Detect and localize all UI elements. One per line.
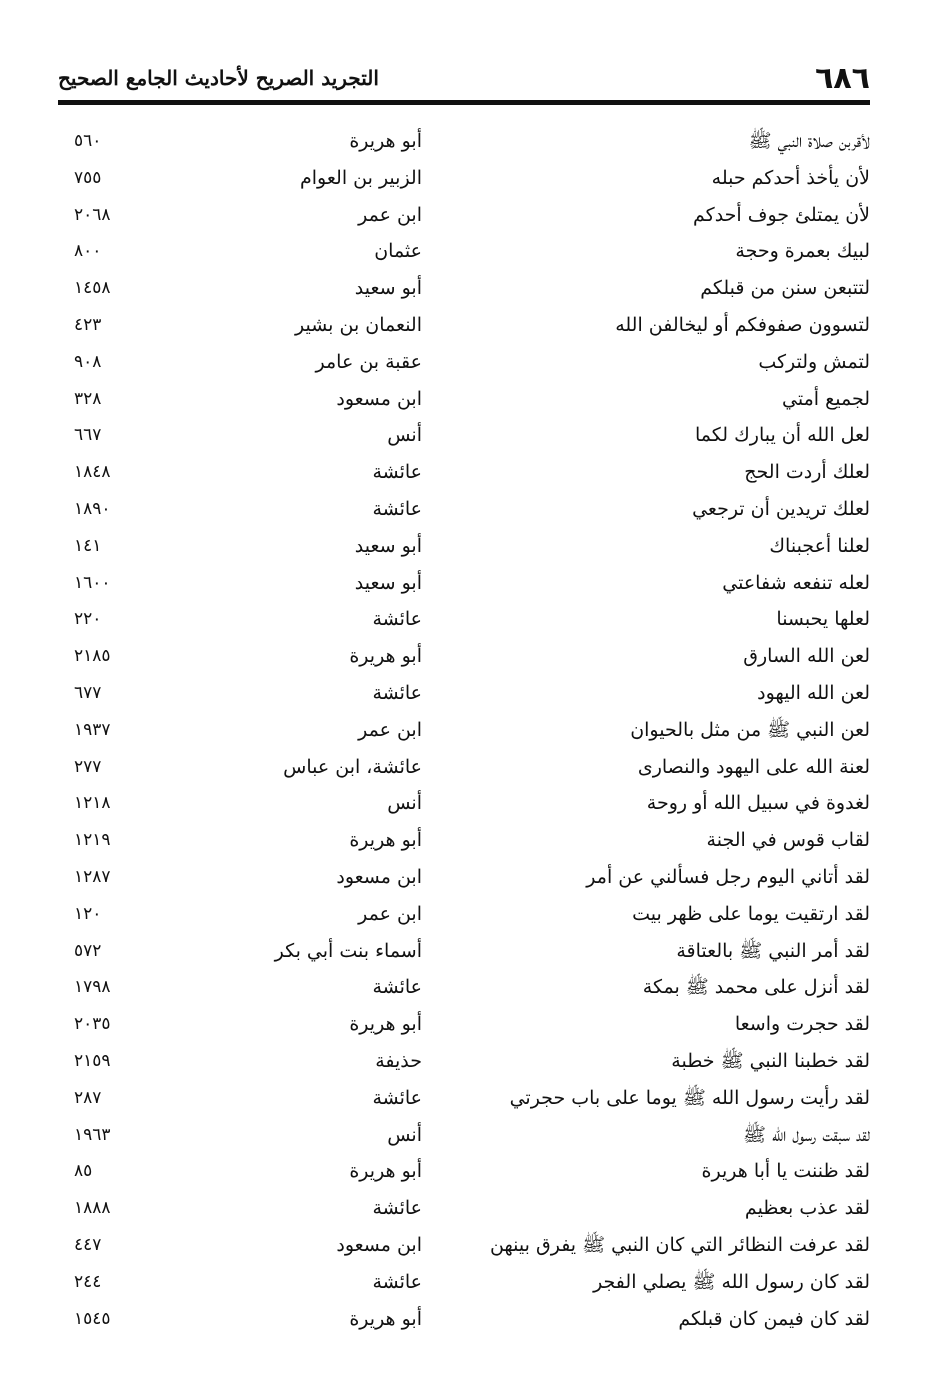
hadith-text: لأن يمتلئ جوف أحدكم	[693, 203, 870, 226]
hadith-text: لقد ظننت يا أبا هريرة	[701, 1160, 870, 1183]
hadith-text: لقد أتاني اليوم رجل فسألني عن أمر	[586, 865, 870, 888]
hadith-number: ٤٢٣	[74, 314, 102, 335]
narrator-name: عائشة	[372, 1086, 422, 1109]
hadith-number: ٢٢٠	[74, 609, 102, 630]
narrator-name: عقبة بن عامر	[315, 350, 422, 373]
hadith-number: ٢١٨٥	[74, 646, 111, 667]
narrator-name: ابن عمر	[358, 718, 422, 741]
hadith-number: ١٨٩٠	[74, 498, 111, 519]
table-row	[58, 271, 870, 308]
hadith-text: لتمش ولتركب	[758, 350, 870, 373]
hadith-number: ١٨٨٨	[74, 1198, 111, 1219]
narrator-name: ابن مسعود	[336, 865, 422, 888]
hadith-text: لعلنا أعجبناك	[769, 534, 870, 557]
hadith-number: ٢١٥٩	[74, 1050, 111, 1071]
hadith-text: لأقربن صلاة النبي ﷺ	[748, 130, 870, 152]
hadith-text: لعن النبي ﷺ من مثل بالحيوان	[630, 718, 870, 741]
table-row	[58, 382, 870, 419]
table-row	[58, 161, 870, 198]
hadith-text: لعلها يحبسنا	[776, 608, 870, 631]
table-row	[58, 602, 870, 639]
table-row	[58, 860, 870, 897]
table-row	[58, 418, 870, 455]
hadith-number: ٢٧٧	[74, 756, 102, 777]
table-row	[58, 1007, 870, 1044]
hadith-text: لعن الله السارق	[743, 645, 870, 668]
table-row	[58, 639, 870, 676]
hadith-text: لبيك بعمرة وحجة	[735, 240, 870, 263]
narrator-name: عائشة	[372, 608, 422, 631]
narrator-name: أبو هريرة	[349, 829, 422, 852]
narrator-name: أبو هريرة	[349, 645, 422, 668]
hadith-index-table	[58, 124, 870, 1338]
hadith-number: ٢٨٧	[74, 1087, 102, 1108]
hadith-number: ٢٠٣٥	[74, 1014, 111, 1035]
table-row	[58, 1154, 870, 1191]
hadith-text: لعلك أردت الحج	[744, 461, 870, 484]
hadith-number: ١٧٩٨	[74, 977, 111, 998]
hadith-number: ١٨٤٨	[74, 462, 111, 483]
hadith-number: ١٩٣٧	[74, 719, 111, 740]
hadith-number: ٥٦٠	[74, 131, 102, 151]
hadith-text: لجميع أمتي	[782, 387, 870, 410]
hadith-number: ١٤٥٨	[74, 278, 111, 299]
narrator-name: أبو هريرة	[349, 1307, 422, 1330]
table-row	[58, 1265, 870, 1302]
narrator-name: ابن مسعود	[336, 387, 422, 410]
table-row	[58, 786, 870, 823]
hadith-number: ١٥٤٥	[74, 1308, 111, 1329]
narrator-name: ابن مسعود	[336, 1233, 422, 1256]
table-row	[58, 198, 870, 235]
table-row	[58, 1191, 870, 1228]
hadith-text: لقاب قوس في الجنة	[706, 829, 870, 852]
book-title: التجريد الصريح لأحاديث الجامع الصحيح	[58, 66, 379, 90]
hadith-text: لعل الله أن يبارك لكما	[695, 424, 870, 447]
hadith-number: ١٤١	[74, 535, 102, 556]
narrator-name: أبو هريرة	[349, 130, 422, 152]
table-row	[58, 124, 870, 161]
hadith-text: لعلك تريدين أن ترجعي	[692, 497, 870, 520]
hadith-text: لقد ارتقيت يوما على ظهر بيت	[632, 902, 870, 925]
table-row	[58, 455, 870, 492]
hadith-number: ٩٠٨	[74, 351, 102, 372]
narrator-name: أنس	[387, 424, 422, 447]
narrator-name: عائشة	[372, 681, 422, 704]
table-row	[58, 1302, 870, 1339]
table-row	[58, 676, 870, 713]
table-row	[58, 897, 870, 934]
hadith-number: ١٢٠	[74, 903, 102, 924]
narrator-name: عائشة	[372, 1270, 422, 1293]
narrator-name: أبو سعيد	[354, 571, 422, 594]
table-row	[58, 1044, 870, 1081]
hadith-text: لعن الله اليهود	[757, 681, 870, 704]
narrator-name: أنس	[387, 792, 422, 815]
hadith-number: ٦٦٧	[74, 425, 102, 446]
header-rule	[58, 100, 870, 105]
page-header	[58, 58, 870, 98]
narrator-name: عائشة	[372, 497, 422, 520]
table-row	[58, 308, 870, 345]
hadith-text: لقد كان رسول الله ﷺ يصلي الفجر	[593, 1270, 870, 1293]
narrator-name: ابن عمر	[358, 203, 422, 226]
narrator-name: أبو سعيد	[354, 277, 422, 300]
hadith-number: ٢٠٦٨	[74, 204, 111, 225]
narrator-name: أبو سعيد	[354, 534, 422, 557]
hadith-number: ١٢١٩	[74, 830, 111, 851]
hadith-text: لقد رأيت رسول الله ﷺ يوما على باب حجرتي	[509, 1086, 870, 1109]
table-row	[58, 934, 870, 971]
table-row	[58, 750, 870, 787]
hadith-text: لقد عذب بعظيم	[744, 1197, 870, 1220]
hadith-text: لتسوون صفوفكم أو ليخالفن الله	[615, 313, 870, 336]
hadith-text: لقد سبقت رسول الله ﷺ	[743, 1123, 870, 1146]
table-row	[58, 345, 870, 382]
hadith-text: لعنة الله على اليهود والنصارى	[637, 755, 870, 778]
hadith-number: ٧٥٥	[74, 167, 102, 188]
hadith-number: ٢٤٤	[74, 1271, 102, 1292]
narrator-name: أبو هريرة	[349, 1160, 422, 1183]
narrator-name: أنس	[387, 1123, 422, 1146]
narrator-name: عائشة	[372, 461, 422, 484]
hadith-text: لقد خطبنا النبي ﷺ خطبة	[671, 1049, 870, 1072]
hadith-text: لقد حجرت واسعا	[734, 1013, 870, 1036]
narrator-name: عائشة، ابن عباس	[283, 755, 422, 778]
hadith-number: ١٦٠٠	[74, 572, 111, 593]
table-row	[58, 492, 870, 529]
hadith-text: لأن يأخذ أحدكم حبله	[711, 166, 870, 189]
hadith-number: ٦٧٧	[74, 682, 102, 703]
narrator-name: عائشة	[372, 976, 422, 999]
table-row	[58, 1118, 870, 1155]
narrator-name: النعمان بن بشير	[295, 313, 422, 336]
table-row	[58, 713, 870, 750]
hadith-text: لتتبعن سنن من قبلكم	[700, 277, 870, 300]
hadith-number: ١٢١٨	[74, 793, 111, 814]
table-row	[58, 823, 870, 860]
narrator-name: أسماء بنت أبي بكر	[274, 939, 422, 962]
table-row	[58, 970, 870, 1007]
hadith-number: ٣٢٨	[74, 388, 102, 409]
hadith-text: لقد كان فيمن كان قبلكم	[678, 1307, 870, 1330]
hadith-text: لقد عرفت النظائر التي كان النبي ﷺ يفرق بينهن	[489, 1233, 870, 1256]
hadith-number: ٥٧٢	[74, 940, 102, 961]
hadith-number: ٤٤٧	[74, 1234, 102, 1255]
narrator-name: ابن عمر	[358, 902, 422, 925]
table-row	[58, 1228, 870, 1265]
hadith-text: لقد أنزل على محمد ﷺ بمكة	[642, 976, 870, 999]
table-row	[58, 234, 870, 271]
hadith-text: لعله تنفعه شفاعتي	[722, 571, 870, 594]
hadith-number: ١٢٨٧	[74, 866, 111, 887]
table-row	[58, 529, 870, 566]
hadith-number: ١٩٦٣	[74, 1124, 111, 1145]
table-row	[58, 1081, 870, 1118]
table-row	[58, 566, 870, 603]
hadith-text: لقد أمر النبي ﷺ بالعتاقة	[676, 939, 870, 962]
page-number: ٦٨٦	[815, 60, 870, 96]
narrator-name: حذيفة	[375, 1049, 422, 1072]
narrator-name: عثمان	[374, 240, 422, 263]
narrator-name: الزبير بن العوام	[300, 166, 422, 189]
narrator-name: أبو هريرة	[349, 1013, 422, 1036]
hadith-text: لغدوة في سبيل الله أو روحة	[646, 792, 870, 815]
hadith-number: ٨٠٠	[74, 241, 102, 262]
narrator-name: عائشة	[372, 1197, 422, 1220]
hadith-number: ٨٥	[74, 1161, 93, 1182]
